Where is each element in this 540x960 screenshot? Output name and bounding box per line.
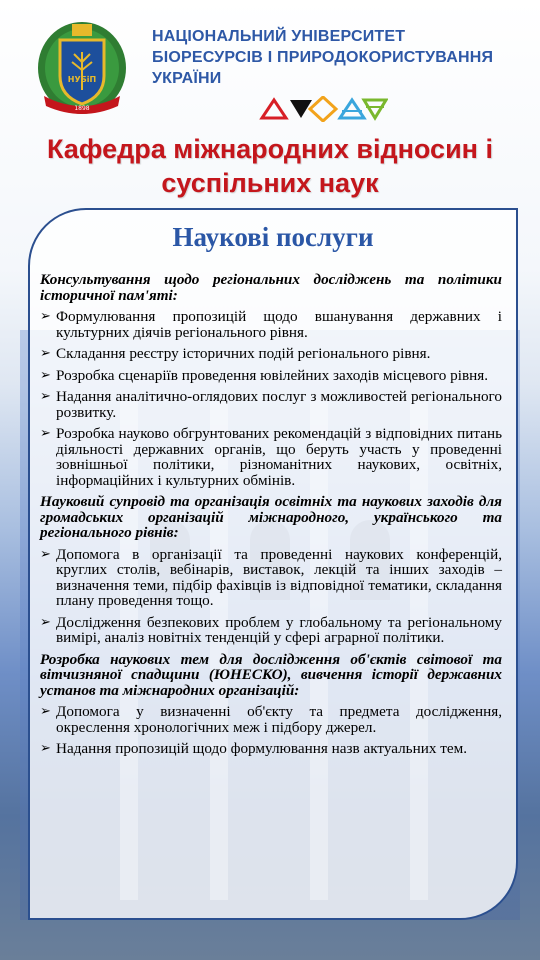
list-item bbox=[40, 704, 502, 735]
bullet-arrow-icon: ➢ bbox=[40, 546, 51, 562]
list-item-text: Дослідження безпекових проблем у глобальному та регіональному вимірі, аналіз новітніх тенденцій у сфері аграрної політики. bbox=[56, 613, 502, 646]
section-heading: Науковий супровід та організація освітніх та наукових заходів для громадських організацій міжнародного, українського та регіонального рівнів: bbox=[40, 493, 502, 541]
list-item-text: Розробка сценаріїв проведення ювілейних заходів місцевого рівня. bbox=[56, 366, 489, 384]
list-item bbox=[40, 389, 502, 420]
list-item bbox=[40, 547, 502, 609]
list-item-text: Допомога у визначенні об'єкту та предмета дослідження, окреслення хронологічних меж і підбору джерел. bbox=[56, 703, 502, 736]
water-triangle-icon bbox=[364, 100, 386, 118]
section-heading: Розробка наукових тем для дослідження об'єктів світової та вітчизняної спадщини (ЮНЕСКО), вивчення історії державних установ та міжнародних організацій: bbox=[40, 650, 502, 699]
university-name-line: НАЦІОНАЛЬНИЙ УНІВЕРСИТЕТ bbox=[152, 28, 406, 45]
page-title-line: суспільних наук bbox=[161, 168, 379, 198]
bullet-arrow-icon: ➢ bbox=[40, 704, 51, 719]
list-item-text: Розробка науково обгрунтованих рекомендацій з відповідних питань діяльності державних органів, що беруть участь у проведенні зовнішньої політики, різноманітних наукових, освітніх, інформаційних і культурних обмінів. bbox=[56, 425, 502, 489]
services-content bbox=[40, 272, 502, 763]
list-item-text: Надання пропозицій щодо формулювання назв актуальних тем. bbox=[56, 740, 468, 757]
university-name-line: УКРАЇНИ bbox=[152, 70, 222, 87]
air-triangle-icon bbox=[340, 100, 364, 118]
list-item bbox=[40, 741, 502, 757]
list-item bbox=[40, 426, 502, 488]
header bbox=[0, 0, 540, 125]
list-item-text: Складання реєстру історичних подій регіонального рівня. bbox=[56, 345, 431, 362]
services-card bbox=[28, 208, 518, 920]
page-title bbox=[0, 132, 540, 200]
list-item-text: Формулювання пропозицій щодо вшанування державних і культурних діячів регіонального рівня. bbox=[56, 308, 502, 341]
bullet-arrow-icon: ➢ bbox=[40, 346, 51, 361]
university-emblem-icon bbox=[34, 18, 130, 118]
section-heading: Консультування щодо регіональних досліджень та політики історичної пам'яті: bbox=[40, 271, 502, 304]
bullet-arrow-icon: ➢ bbox=[40, 389, 51, 404]
bullet-arrow-icon: ➢ bbox=[40, 367, 51, 383]
bullet-arrow-icon: ➢ bbox=[40, 741, 51, 756]
bullet-arrow-icon: ➢ bbox=[40, 426, 51, 441]
list-item-text: Надання аналітично-оглядових послуг з можливостей регіонального розвитку. bbox=[56, 388, 502, 421]
university-name bbox=[152, 26, 532, 89]
list-item bbox=[40, 309, 502, 340]
list-item bbox=[40, 346, 502, 362]
card-title: Наукові послуги bbox=[172, 222, 374, 252]
bullet-arrow-icon: ➢ bbox=[40, 309, 51, 324]
emblem-text: НУБіП bbox=[67, 75, 97, 84]
element-symbols-icon bbox=[258, 96, 388, 122]
university-name-line: БІОРЕСУРСІВ І ПРИРОДОКОРИСТУВАННЯ bbox=[152, 49, 494, 66]
list-item bbox=[40, 615, 502, 646]
bullet-arrow-icon: ➢ bbox=[40, 614, 51, 630]
list-item-text: Допомога в організації та проведенні наукових конференцій, круглих столів, вебінарів, виставок, лекцій та інших заходів – визначення теми, підбір фахівців із відповідної тематики, складання плану проведення тощо. bbox=[56, 545, 502, 609]
fire-triangle-icon bbox=[262, 100, 286, 118]
page-title-line: Кафедра міжнародних відносин і bbox=[46, 134, 493, 164]
list-item bbox=[40, 368, 502, 384]
emblem-ribbon-text: 1898 bbox=[74, 105, 90, 112]
diamond-frame-icon bbox=[310, 97, 336, 121]
